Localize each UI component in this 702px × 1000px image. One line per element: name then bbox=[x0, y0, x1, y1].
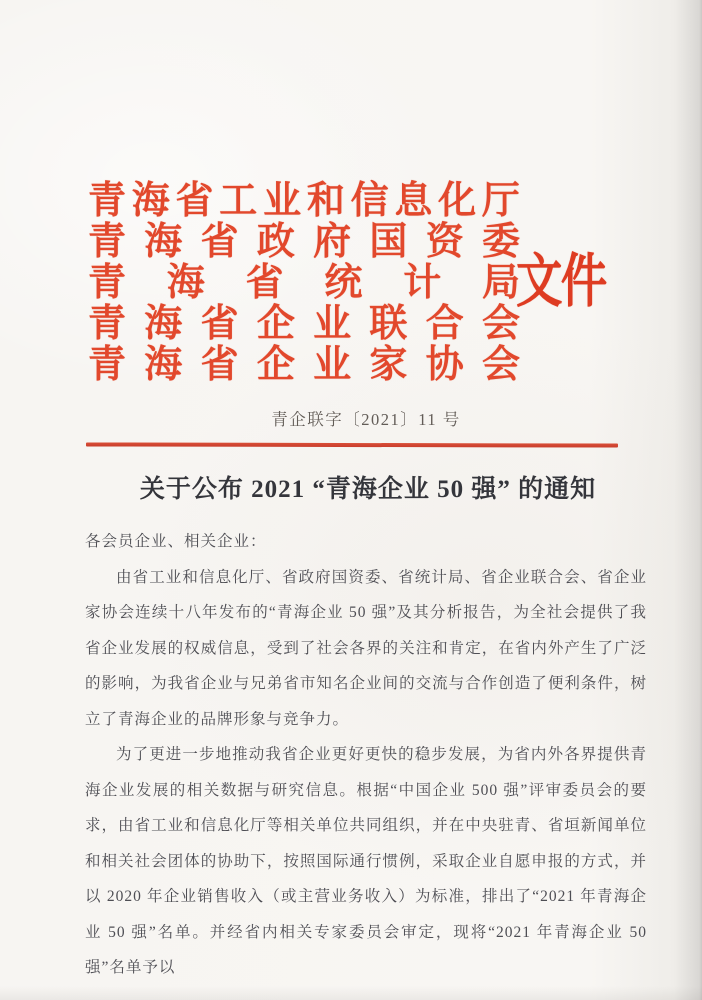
document-title: 关于公布 2021 “青海企业 50 强” 的通知 bbox=[139, 476, 597, 503]
letterhead-line-5 bbox=[88, 345, 520, 386]
letterhead-char: 会 bbox=[481, 344, 520, 386]
letterhead-char: 工 bbox=[219, 180, 258, 222]
letterhead-char: 业 bbox=[313, 344, 352, 386]
body-paragraph-2: 为了更进一步地推动我省企业更好更快的稳步发展，为省内外各界提供青海企业发展的相关数据与研究信息。根据“中国企业 500 强”评审委员会的要求，由省工业和信息化厅等相关单位共同组织，并在中央驻青、省垣新闻单位和相关社会团体的协助下，按照国际通行惯例，采取企业自愿申报的方式，并以 2020 年企业销售收入（或主营业务收入）为标准，排出了“2021 年青海企业 50 强”名单。并经省内相关专家委员会审定，现将“2021 年青海企业 50 强”名单予以 bbox=[85, 746, 647, 976]
letterhead-char: 合 bbox=[425, 303, 464, 345]
letterhead-char: 省 bbox=[175, 180, 214, 222]
letterhead-char: 业 bbox=[313, 303, 352, 345]
letterhead-char: 计 bbox=[403, 262, 442, 304]
letterhead-char: 青 bbox=[88, 262, 127, 304]
letterhead-char: 统 bbox=[324, 262, 363, 304]
letterhead-divider-rule bbox=[86, 442, 618, 447]
letterhead-char: 省 bbox=[200, 221, 239, 263]
salutation: 各会员企业、相关企业： bbox=[85, 533, 267, 550]
letterhead-char: 企 bbox=[256, 303, 295, 345]
letterhead-char: 府 bbox=[313, 221, 352, 263]
letterhead-char: 海 bbox=[131, 180, 170, 222]
letterhead-char: 化 bbox=[438, 180, 477, 222]
letterhead-char: 业 bbox=[263, 180, 302, 222]
letterhead-char: 海 bbox=[144, 303, 183, 345]
letterhead-char: 青 bbox=[88, 221, 127, 263]
letterhead-char: 青 bbox=[88, 344, 127, 386]
body-paragraph-1: 由省工业和信息化厅、省政府国资委、省统计局、省企业联合会、省企业家协会连续十八年发布的“青海企业 50 强”及其分析报告，为全社会提供了我省企业发展的权威信息，受到了社会各界的关注和肯定，在省内外产生了广泛的影响，为我省企业与兄弟省市知名企业间的交流与合作创造了便利条件，树立了青海企业的品牌形象与竞争力。 bbox=[85, 568, 647, 728]
letterhead-char: 政 bbox=[256, 221, 295, 263]
letterhead-char: 局 bbox=[481, 262, 520, 304]
document-body bbox=[85, 524, 647, 986]
letterhead-char: 省 bbox=[200, 344, 239, 386]
letterhead-char: 青 bbox=[88, 303, 127, 345]
letterhead-char: 和 bbox=[306, 180, 345, 222]
letterhead-char: 资 bbox=[425, 221, 464, 263]
letterhead-char: 海 bbox=[144, 221, 183, 263]
letterhead-char: 委 bbox=[481, 221, 520, 263]
letterhead-line-2 bbox=[88, 222, 520, 263]
letterhead-char: 厅 bbox=[481, 180, 520, 222]
letterhead-char: 省 bbox=[245, 262, 284, 304]
letterhead-char: 海 bbox=[166, 262, 205, 304]
letterhead-char: 国 bbox=[369, 221, 408, 263]
letterhead-char: 青 bbox=[88, 180, 127, 222]
letterhead-agency-block bbox=[88, 181, 520, 386]
letterhead-char: 海 bbox=[144, 344, 183, 386]
letterhead-line-1 bbox=[88, 181, 520, 222]
letterhead-char: 家 bbox=[369, 344, 408, 386]
letterhead-line-3 bbox=[88, 263, 520, 304]
reference-number: 青企联字〔2021〕11 号 bbox=[271, 410, 461, 429]
letterhead-char: 信 bbox=[350, 180, 389, 222]
letterhead-char: 企 bbox=[256, 344, 295, 386]
letterhead-char: 息 bbox=[394, 180, 433, 222]
letterhead-char: 联 bbox=[369, 303, 408, 345]
doc-type-label: 文件 bbox=[516, 249, 606, 314]
letterhead-char: 协 bbox=[425, 344, 464, 386]
letterhead-line-4 bbox=[88, 304, 520, 345]
letterhead-char: 省 bbox=[200, 303, 239, 345]
letterhead-char: 会 bbox=[481, 303, 520, 345]
